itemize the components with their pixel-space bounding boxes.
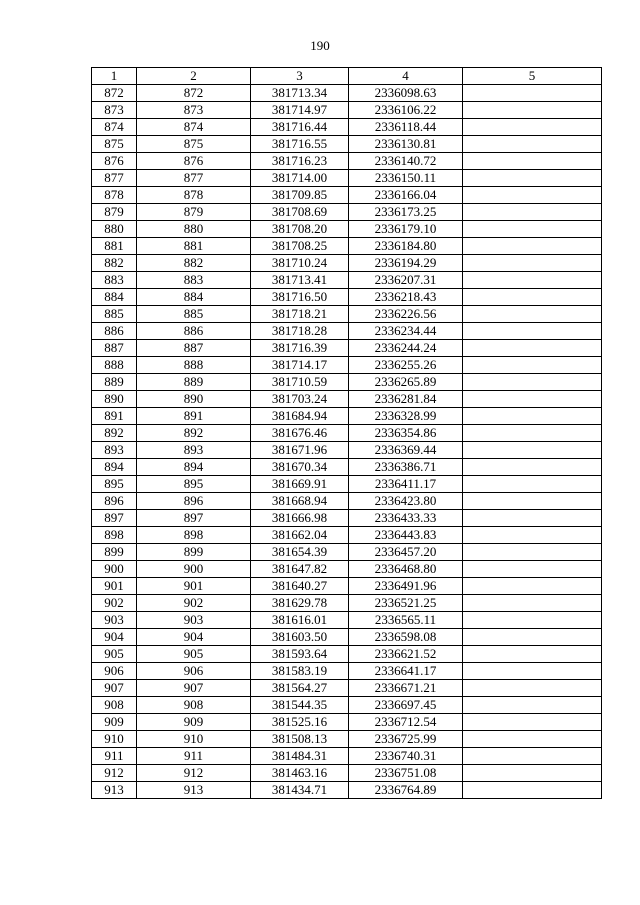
- table-cell: 874: [92, 119, 137, 136]
- table-cell: 2336354.86: [349, 425, 463, 442]
- table-cell: [463, 391, 602, 408]
- table-cell: 381718.28: [251, 323, 349, 340]
- table-row: [92, 561, 602, 578]
- table-row: [92, 782, 602, 799]
- table-row: [92, 493, 602, 510]
- table-cell: 381714.00: [251, 170, 349, 187]
- table-cell: 892: [92, 425, 137, 442]
- table-cell: 902: [92, 595, 137, 612]
- table-cell: 907: [137, 680, 251, 697]
- table-cell: 875: [137, 136, 251, 153]
- table-cell: 381716.44: [251, 119, 349, 136]
- table-cell: 2336184.80: [349, 238, 463, 255]
- table-cell: 2336194.29: [349, 255, 463, 272]
- table-cell: [463, 204, 602, 221]
- table-cell: 909: [92, 714, 137, 731]
- table-cell: 381583.19: [251, 663, 349, 680]
- table-cell: 895: [92, 476, 137, 493]
- table-cell: [463, 459, 602, 476]
- table-row: [92, 323, 602, 340]
- table-cell: 887: [92, 340, 137, 357]
- table-cell: 884: [137, 289, 251, 306]
- table-cell: 2336179.10: [349, 221, 463, 238]
- table-row: [92, 527, 602, 544]
- table-cell: 896: [137, 493, 251, 510]
- table-cell: 903: [137, 612, 251, 629]
- table-cell: 2336764.89: [349, 782, 463, 799]
- table-cell: [463, 595, 602, 612]
- table-cell: 904: [92, 629, 137, 646]
- table-cell: [463, 306, 602, 323]
- table-cell: [463, 765, 602, 782]
- table-cell: 879: [137, 204, 251, 221]
- table-cell: 2336234.44: [349, 323, 463, 340]
- table-cell: 890: [92, 391, 137, 408]
- table-row: [92, 748, 602, 765]
- table-cell: 881: [92, 238, 137, 255]
- table-cell: 890: [137, 391, 251, 408]
- table-cell: 381654.39: [251, 544, 349, 561]
- table-row: [92, 595, 602, 612]
- table-row: [92, 629, 602, 646]
- table-cell: 2336150.11: [349, 170, 463, 187]
- table-cell: 899: [137, 544, 251, 561]
- table-cell: 2336621.52: [349, 646, 463, 663]
- table-cell: [463, 425, 602, 442]
- table-row: [92, 510, 602, 527]
- table-cell: 910: [92, 731, 137, 748]
- table-row: [92, 221, 602, 238]
- table-cell: [463, 238, 602, 255]
- table-cell: 898: [137, 527, 251, 544]
- table-cell: 906: [137, 663, 251, 680]
- table-cell: 381670.34: [251, 459, 349, 476]
- table-cell: 381669.91: [251, 476, 349, 493]
- table-cell: 888: [92, 357, 137, 374]
- table-cell: 908: [137, 697, 251, 714]
- table-cell: 873: [137, 102, 251, 119]
- table-cell: [463, 612, 602, 629]
- table-cell: 883: [92, 272, 137, 289]
- table-cell: 911: [137, 748, 251, 765]
- table-cell: 887: [137, 340, 251, 357]
- table-cell: 897: [137, 510, 251, 527]
- table-cell: 893: [137, 442, 251, 459]
- table-cell: 381716.50: [251, 289, 349, 306]
- table-cell: 873: [92, 102, 137, 119]
- table-cell: [463, 748, 602, 765]
- table-cell: 874: [137, 119, 251, 136]
- table-cell: [463, 476, 602, 493]
- table-cell: 912: [92, 765, 137, 782]
- table-cell: [463, 221, 602, 238]
- table-cell: 903: [92, 612, 137, 629]
- table-cell: 381708.69: [251, 204, 349, 221]
- table-cell: 2336226.56: [349, 306, 463, 323]
- table-cell: 381710.24: [251, 255, 349, 272]
- table-cell: 880: [92, 221, 137, 238]
- table-row: [92, 153, 602, 170]
- table-row: [92, 374, 602, 391]
- table-cell: 381713.34: [251, 85, 349, 102]
- table-cell: [463, 663, 602, 680]
- table-row: [92, 425, 602, 442]
- table-row: [92, 442, 602, 459]
- table-cell: 897: [92, 510, 137, 527]
- table-cell: 901: [137, 578, 251, 595]
- table-cell: 381463.16: [251, 765, 349, 782]
- table-row: [92, 391, 602, 408]
- table-row: [92, 170, 602, 187]
- table-cell: 884: [92, 289, 137, 306]
- table-cell: 2336098.63: [349, 85, 463, 102]
- table-cell: 381668.94: [251, 493, 349, 510]
- table-cell: 381709.85: [251, 187, 349, 204]
- table-cell: 891: [137, 408, 251, 425]
- table-cell: [463, 646, 602, 663]
- table-cell: 906: [92, 663, 137, 680]
- table-cell: 894: [137, 459, 251, 476]
- table-cell: 2336725.99: [349, 731, 463, 748]
- table-cell: [463, 714, 602, 731]
- table-cell: 381718.21: [251, 306, 349, 323]
- table-cell: [463, 136, 602, 153]
- table-row: [92, 459, 602, 476]
- table-cell: 882: [92, 255, 137, 272]
- table-cell: [463, 85, 602, 102]
- table-cell: 878: [137, 187, 251, 204]
- table-cell: [463, 782, 602, 799]
- table-cell: 2336218.43: [349, 289, 463, 306]
- table-cell: 381714.17: [251, 357, 349, 374]
- table-cell: 877: [92, 170, 137, 187]
- column-header: 2: [137, 68, 251, 85]
- table-cell: 2336265.89: [349, 374, 463, 391]
- table-cell: 2336565.11: [349, 612, 463, 629]
- table-cell: 895: [137, 476, 251, 493]
- table-cell: 878: [92, 187, 137, 204]
- table-cell: 381593.64: [251, 646, 349, 663]
- table-cell: 913: [92, 782, 137, 799]
- table-cell: 891: [92, 408, 137, 425]
- table-cell: 889: [137, 374, 251, 391]
- table-cell: 908: [92, 697, 137, 714]
- table-cell: [463, 442, 602, 459]
- table-cell: 381710.59: [251, 374, 349, 391]
- table-cell: 381716.55: [251, 136, 349, 153]
- table-cell: 904: [137, 629, 251, 646]
- table-cell: 2336671.21: [349, 680, 463, 697]
- table-cell: 885: [137, 306, 251, 323]
- table-cell: 381640.27: [251, 578, 349, 595]
- table-cell: 2336411.17: [349, 476, 463, 493]
- table-cell: 881: [137, 238, 251, 255]
- table-cell: [463, 119, 602, 136]
- table-cell: 879: [92, 204, 137, 221]
- column-header: 3: [251, 68, 349, 85]
- table-cell: [463, 527, 602, 544]
- table-cell: [463, 340, 602, 357]
- table-cell: 381525.16: [251, 714, 349, 731]
- table-body: [92, 85, 602, 799]
- table-cell: 875: [92, 136, 137, 153]
- table-cell: 381603.50: [251, 629, 349, 646]
- table-cell: 381616.01: [251, 612, 349, 629]
- table-cell: [463, 374, 602, 391]
- table-cell: 2336433.33: [349, 510, 463, 527]
- table-cell: 381714.97: [251, 102, 349, 119]
- table-cell: 2336598.08: [349, 629, 463, 646]
- table-cell: 2336173.25: [349, 204, 463, 221]
- column-header: 1: [92, 68, 137, 85]
- table-cell: 900: [92, 561, 137, 578]
- table-cell: [463, 697, 602, 714]
- table-cell: 381708.25: [251, 238, 349, 255]
- table-cell: 381666.98: [251, 510, 349, 527]
- table-cell: 894: [92, 459, 137, 476]
- table-cell: 902: [137, 595, 251, 612]
- table-cell: 2336491.96: [349, 578, 463, 595]
- table-row: [92, 289, 602, 306]
- table-cell: [463, 731, 602, 748]
- table-row: [92, 255, 602, 272]
- table-cell: 2336281.84: [349, 391, 463, 408]
- table-row: [92, 612, 602, 629]
- table-cell: [463, 357, 602, 374]
- table-cell: [463, 493, 602, 510]
- table-cell: 892: [137, 425, 251, 442]
- table-cell: 882: [137, 255, 251, 272]
- column-header: 5: [463, 68, 602, 85]
- table-cell: 872: [137, 85, 251, 102]
- table-cell: 876: [92, 153, 137, 170]
- table-row: [92, 765, 602, 782]
- table-cell: 2336166.04: [349, 187, 463, 204]
- table-cell: 912: [137, 765, 251, 782]
- table-cell: 877: [137, 170, 251, 187]
- table-cell: 886: [137, 323, 251, 340]
- table-cell: 2336521.25: [349, 595, 463, 612]
- table-cell: [463, 323, 602, 340]
- table-cell: 2336423.80: [349, 493, 463, 510]
- table-cell: 885: [92, 306, 137, 323]
- table-cell: 2336386.71: [349, 459, 463, 476]
- table-cell: 900: [137, 561, 251, 578]
- table-cell: 381703.24: [251, 391, 349, 408]
- table-cell: [463, 561, 602, 578]
- table-cell: 381508.13: [251, 731, 349, 748]
- table-cell: [463, 153, 602, 170]
- table-row: [92, 272, 602, 289]
- table-cell: 2336443.83: [349, 527, 463, 544]
- table-cell: 2336244.24: [349, 340, 463, 357]
- table-cell: 2336457.20: [349, 544, 463, 561]
- page-number: 190: [310, 38, 330, 53]
- table-cell: [463, 187, 602, 204]
- table-row: [92, 306, 602, 323]
- table-cell: 381708.20: [251, 221, 349, 238]
- table-cell: [463, 578, 602, 595]
- table-cell: 381713.41: [251, 272, 349, 289]
- table-cell: 880: [137, 221, 251, 238]
- table-row: [92, 544, 602, 561]
- table-row: [92, 102, 602, 119]
- header-row: [92, 68, 602, 85]
- table-cell: [463, 629, 602, 646]
- coordinates-table: [91, 67, 602, 799]
- table-row: [92, 714, 602, 731]
- table-cell: 2336255.26: [349, 357, 463, 374]
- table-row: [92, 357, 602, 374]
- table-cell: 905: [137, 646, 251, 663]
- table-row: [92, 663, 602, 680]
- table-cell: 381564.27: [251, 680, 349, 697]
- table-row: [92, 136, 602, 153]
- table-cell: 893: [92, 442, 137, 459]
- table-cell: 905: [92, 646, 137, 663]
- table-cell: [463, 272, 602, 289]
- table-cell: 2336106.22: [349, 102, 463, 119]
- table-cell: 381716.39: [251, 340, 349, 357]
- table-cell: 381629.78: [251, 595, 349, 612]
- table-cell: 381647.82: [251, 561, 349, 578]
- table-cell: 909: [137, 714, 251, 731]
- table-cell: 910: [137, 731, 251, 748]
- table-cell: 381544.35: [251, 697, 349, 714]
- table-cell: 381684.94: [251, 408, 349, 425]
- table-cell: 896: [92, 493, 137, 510]
- table-cell: 2336641.17: [349, 663, 463, 680]
- table-cell: [463, 510, 602, 527]
- table-cell: 907: [92, 680, 137, 697]
- table-cell: [463, 408, 602, 425]
- table-cell: 2336369.44: [349, 442, 463, 459]
- table-row: [92, 187, 602, 204]
- table-cell: 2336740.31: [349, 748, 463, 765]
- table-cell: 872: [92, 85, 137, 102]
- table-cell: 381671.96: [251, 442, 349, 459]
- table-cell: 2336468.80: [349, 561, 463, 578]
- table-cell: [463, 255, 602, 272]
- table-cell: 381662.04: [251, 527, 349, 544]
- table-header: [92, 68, 602, 85]
- table-cell: [463, 544, 602, 561]
- table-cell: 2336207.31: [349, 272, 463, 289]
- table-cell: 2336140.72: [349, 153, 463, 170]
- table-row: [92, 85, 602, 102]
- table-row: [92, 119, 602, 136]
- table-cell: 898: [92, 527, 137, 544]
- table-cell: 2336697.45: [349, 697, 463, 714]
- table-cell: 381716.23: [251, 153, 349, 170]
- table-cell: 2336751.08: [349, 765, 463, 782]
- table-cell: 889: [92, 374, 137, 391]
- table-row: [92, 204, 602, 221]
- table-row: [92, 340, 602, 357]
- table-cell: 901: [92, 578, 137, 595]
- table-cell: [463, 289, 602, 306]
- table-cell: [463, 680, 602, 697]
- table-row: [92, 476, 602, 493]
- table-row: [92, 731, 602, 748]
- table-cell: 888: [137, 357, 251, 374]
- table-cell: 2336328.99: [349, 408, 463, 425]
- table-cell: 899: [92, 544, 137, 561]
- column-header: 4: [349, 68, 463, 85]
- table-row: [92, 578, 602, 595]
- table-cell: 381434.71: [251, 782, 349, 799]
- table-cell: 2336118.44: [349, 119, 463, 136]
- table-cell: 2336712.54: [349, 714, 463, 731]
- table-row: [92, 697, 602, 714]
- table-cell: [463, 102, 602, 119]
- table-row: [92, 408, 602, 425]
- table-cell: 886: [92, 323, 137, 340]
- table-cell: 913: [137, 782, 251, 799]
- table-cell: 911: [92, 748, 137, 765]
- table-cell: 876: [137, 153, 251, 170]
- table-cell: 381484.31: [251, 748, 349, 765]
- table-cell: 381676.46: [251, 425, 349, 442]
- table-cell: 2336130.81: [349, 136, 463, 153]
- table-row: [92, 680, 602, 697]
- table-row: [92, 238, 602, 255]
- table-cell: 883: [137, 272, 251, 289]
- table-row: [92, 646, 602, 663]
- table-cell: [463, 170, 602, 187]
